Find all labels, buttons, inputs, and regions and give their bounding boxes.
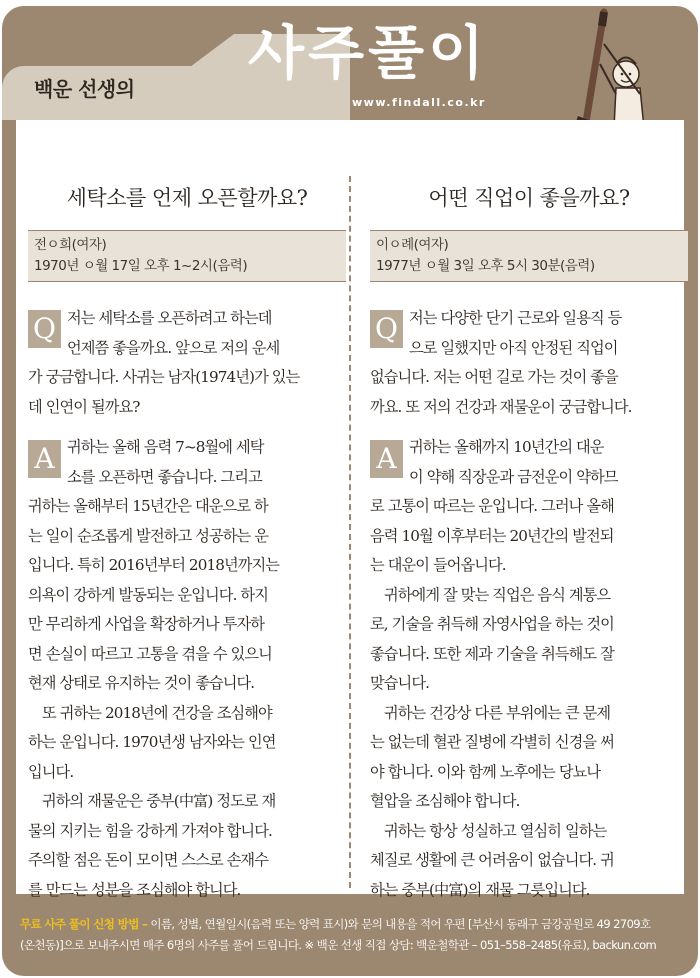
text-line: 데 인연이 될까요? <box>28 397 140 416</box>
text-line: 체질로 생활에 큰 어려움이 없습니다. 귀 <box>370 851 614 869</box>
site-url: www.findall.co.kr <box>352 96 486 109</box>
text-line: 는 대운이 들어옵니다. <box>370 556 506 574</box>
text-line: 혈압을 조심해야 합니다. <box>370 792 520 810</box>
left-answer-text <box>28 433 346 905</box>
left-info-name: 전ㅇ희(여자) <box>34 237 107 253</box>
text-line: 음력 10월 이후부터는 20년간의 발전되 <box>370 526 614 545</box>
text-line: 귀하는 항상 성실하고 열심히 일하는 <box>384 821 607 840</box>
text-line: 로, 기술을 취득해 자영사업을 하는 것이 <box>370 615 614 633</box>
text-line: 좋습니다. 또한 제과 기술을 취득해도 잘 <box>370 644 614 663</box>
left-info-birth: 1970년 ㅇ월 17일 오후 1~2시(음력) <box>34 258 248 274</box>
text-line: 는 없는데 혈관 질병에 각별히 신경을 써 <box>370 733 614 751</box>
right-q-letter-badge: Q <box>370 310 403 348</box>
footer-line-1 <box>20 914 684 935</box>
text-line: 야 합니다. 이와 함께 노후에는 당뇨나 <box>370 762 601 781</box>
right-question-text <box>370 304 688 422</box>
right-info-name: 이ㅇ례(여자) <box>376 237 449 253</box>
text-line: 귀하는 올해부터 15년간은 대운으로 하 <box>28 497 268 515</box>
right-info-birth: 1977년 ㅇ월 3일 오후 5시 30분(음력) <box>376 258 595 274</box>
text-line: 만 무리하게 사업을 확장하거나 투자하 <box>28 615 265 633</box>
text-line: 입니다. <box>28 762 74 781</box>
text-line: 소를 오픈하면 좋습니다. 그리고 <box>67 467 262 486</box>
text-line: 현재 상태로 유지하는 것이 좋습니다. <box>28 674 255 692</box>
text-line: 맞습니다. <box>370 674 430 692</box>
text-line: 이 약해 직장운과 금전운이 약하므 <box>409 467 618 486</box>
left-question-title: 세탁소를 언제 오픈할까요? <box>66 186 308 210</box>
text-line: 면 손실이 따르고 고통을 겪을 수 있으니 <box>28 644 272 663</box>
text-line: 는 일이 순조롭게 발전하고 성공하는 운 <box>28 526 268 545</box>
text-line: 하는 운입니다. 1970년생 남자와는 인연 <box>28 733 276 751</box>
footer-highlight: 무료 사주 풀이 신청 방법 – <box>20 917 148 931</box>
text-line: 귀하는 건강상 다른 부위에는 큰 문제 <box>384 703 611 722</box>
text-line: 또 귀하는 2018년에 건강을 조심해야 <box>42 703 272 722</box>
text-line: 를 만드는 성분을 조심해야 합니다. <box>28 880 241 899</box>
text-line: 언제쯤 좋을까요. 앞으로 저의 운세 <box>67 338 280 357</box>
footer-notice <box>20 914 684 956</box>
right-info-box <box>370 230 688 282</box>
text-line: 로 고통이 따르는 운입니다. 그러나 올해 <box>370 497 614 515</box>
text-line: 으로 일했지만 아직 안정된 직업이 <box>409 338 618 357</box>
footer-line-2: (온천동)]으로 보내주시면 매주 6명의 사주를 풀어 드립니다. ※ 백운 선생 직접 상담: 백운철학관 – 051–558–2485(유료), backun.com <box>20 938 657 952</box>
footer-line-1-text: 이름, 성별, 연월일시(음력 또는 양력 표시)와 문의 내용을 적어 우편 [부산시 동래구 금강공원로 49 2709호 <box>147 917 651 931</box>
text-line: 물의 지키는 힘을 강하게 가져야 합니다. <box>28 821 272 840</box>
text-line: 귀하는 올해까지 10년간의 대운 <box>409 438 604 456</box>
text-line: 저는 세탁소를 오픈하려고 하는데 <box>67 309 272 327</box>
text-line: 주의할 점은 돈이 모이면 스스로 손재수 <box>28 851 268 869</box>
right-answer-text <box>370 433 688 905</box>
text-line: 가 궁금합니다. 사귀는 남자(1974년)가 있는 <box>28 368 300 386</box>
main-title: 사주풀이 <box>248 19 489 87</box>
text-line: 귀하의 재물운은 중부(中富) 정도로 재 <box>42 792 276 810</box>
text-line: 저는 다양한 단기 근로와 일용직 등 <box>409 309 622 327</box>
text-line: 입니다. 특히 2016년부터 2018년까지는 <box>28 556 280 574</box>
text-line: 까요. 또 저의 건강과 재물운이 궁금합니다. <box>370 397 632 416</box>
text-line: 귀하에게 잘 맞는 직업은 음식 계통으 <box>384 585 611 604</box>
left-question-text <box>28 304 346 422</box>
left-q-letter-badge: Q <box>28 310 61 348</box>
column-series-title: 백운 선생의 <box>34 77 135 101</box>
right-a-letter-badge: A <box>370 440 403 478</box>
text-line: 없습니다. 저는 어떤 길로 가는 것이 좋을 <box>370 368 618 386</box>
left-a-letter-badge: A <box>28 440 61 478</box>
right-question-title: 어떤 직업이 좋을까요? <box>428 186 630 210</box>
text-line: 하는 중부(中富)의 재물 그릇입니다. <box>370 880 590 899</box>
column-divider <box>349 176 351 888</box>
text-line: 의욕이 강하게 발동되는 운입니다. 하지 <box>28 585 268 604</box>
text-line: 귀하는 올해 음력 7~8월에 세탁 <box>67 438 264 456</box>
left-info-box <box>28 230 346 282</box>
